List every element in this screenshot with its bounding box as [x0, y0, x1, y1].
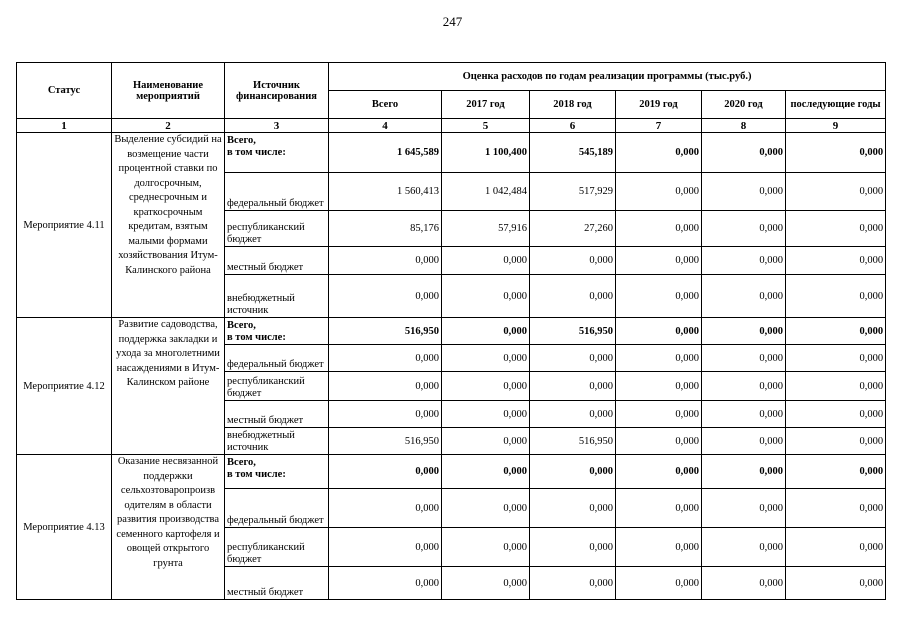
- amount-cell: 516,950: [530, 428, 616, 455]
- amount-cell: 0,000: [786, 345, 886, 372]
- amount-cell: 0,000: [616, 372, 702, 401]
- amount-cell: 516,950: [530, 318, 616, 345]
- column-number: 6: [530, 119, 616, 133]
- amount-cell: 0,000: [442, 275, 530, 318]
- amount-cell: 0,000: [786, 528, 886, 567]
- amount-cell: 0,000: [442, 401, 530, 428]
- amount-cell: 0,000: [616, 247, 702, 275]
- amount-cell: 0,000: [530, 455, 616, 489]
- amount-cell: 0,000: [786, 318, 886, 345]
- measure-name: Развитие садоводства, поддержка закладки и ухода за многолетними насаждениями в Итум-Калинском районе: [112, 318, 225, 455]
- amount-cell: 0,000: [616, 528, 702, 567]
- header-2019: 2019 год: [616, 91, 702, 119]
- measure-status: Мероприятие 4.13: [17, 455, 112, 600]
- amount-cell: 0,000: [702, 247, 786, 275]
- amount-cell: 0,000: [329, 345, 442, 372]
- total-row: [17, 133, 886, 173]
- header-name: Наименование мероприятий: [112, 63, 225, 119]
- amount-cell: 0,000: [530, 489, 616, 528]
- amount-cell: 0,000: [442, 528, 530, 567]
- header-estimate: Оценка расходов по годам реализации программы (тыс.руб.): [329, 63, 886, 91]
- amount-cell: 0,000: [329, 247, 442, 275]
- measure-name: Оказание несвязанной поддержки сельхозтоваропроизв одителям в области развития производства семенного картофеля и овощей открытого грунта: [112, 455, 225, 600]
- amount-cell: 0,000: [702, 455, 786, 489]
- column-number: 3: [225, 119, 329, 133]
- budget-table: [16, 62, 886, 600]
- amount-cell: 0,000: [530, 345, 616, 372]
- amount-cell: 0,000: [786, 567, 886, 600]
- amount-cell: 0,000: [786, 275, 886, 318]
- amount-cell: 0,000: [616, 489, 702, 528]
- funding-source: республиканский бюджет: [225, 211, 329, 247]
- amount-cell: 0,000: [616, 567, 702, 600]
- column-number: 1: [17, 119, 112, 133]
- amount-cell: 0,000: [702, 428, 786, 455]
- funding-source: Всего, в том числе:: [225, 133, 329, 173]
- amount-cell: 0,000: [329, 567, 442, 600]
- amount-cell: 0,000: [786, 247, 886, 275]
- amount-cell: 0,000: [329, 489, 442, 528]
- amount-cell: 545,189: [530, 133, 616, 173]
- amount-cell: 0,000: [616, 133, 702, 173]
- funding-source: федеральный бюджет: [225, 489, 329, 528]
- column-number-row: [17, 119, 886, 133]
- amount-cell: 0,000: [702, 528, 786, 567]
- funding-source: Всего, в том числе:: [225, 455, 329, 489]
- amount-cell: 0,000: [702, 173, 786, 211]
- funding-source: республиканский бюджет: [225, 528, 329, 567]
- amount-cell: 0,000: [442, 247, 530, 275]
- column-number: 8: [702, 119, 786, 133]
- amount-cell: 0,000: [786, 211, 886, 247]
- total-row: [17, 318, 886, 345]
- funding-source: федеральный бюджет: [225, 345, 329, 372]
- amount-cell: 0,000: [530, 247, 616, 275]
- amount-cell: 1 560,413: [329, 173, 442, 211]
- amount-cell: 27,260: [530, 211, 616, 247]
- amount-cell: 1 100,400: [442, 133, 530, 173]
- header-2017: 2017 год: [442, 91, 530, 119]
- amount-cell: 0,000: [616, 173, 702, 211]
- amount-cell: 0,000: [616, 211, 702, 247]
- amount-cell: 517,929: [530, 173, 616, 211]
- amount-cell: 0,000: [616, 275, 702, 318]
- funding-source: местный бюджет: [225, 247, 329, 275]
- amount-cell: 0,000: [786, 372, 886, 401]
- amount-cell: 0,000: [442, 318, 530, 345]
- measure-status: Мероприятие 4.12: [17, 318, 112, 455]
- amount-cell: 0,000: [442, 428, 530, 455]
- amount-cell: 0,000: [702, 401, 786, 428]
- amount-cell: 0,000: [702, 318, 786, 345]
- amount-cell: 516,950: [329, 428, 442, 455]
- measure-name: Выделение субсидий на возмещение части процентной ставки по долгосрочным, среднесрочным и краткосрочным кредитам, взятым малыми формами хозяйствования Итум-Калинского района: [112, 133, 225, 318]
- amount-cell: 0,000: [702, 489, 786, 528]
- header-later: последующие годы: [786, 91, 886, 119]
- amount-cell: 0,000: [530, 567, 616, 600]
- amount-cell: 0,000: [329, 275, 442, 318]
- amount-cell: 0,000: [702, 372, 786, 401]
- amount-cell: 0,000: [702, 567, 786, 600]
- header-total: Всего: [329, 91, 442, 119]
- column-number: 4: [329, 119, 442, 133]
- amount-cell: 0,000: [702, 345, 786, 372]
- amount-cell: 0,000: [530, 401, 616, 428]
- amount-cell: 0,000: [786, 455, 886, 489]
- amount-cell: 0,000: [702, 133, 786, 173]
- amount-cell: 0,000: [442, 489, 530, 528]
- column-number: 7: [616, 119, 702, 133]
- funding-source: местный бюджет: [225, 401, 329, 428]
- amount-cell: 0,000: [616, 455, 702, 489]
- amount-cell: 85,176: [329, 211, 442, 247]
- total-row: [17, 455, 886, 489]
- amount-cell: 0,000: [329, 372, 442, 401]
- amount-cell: 0,000: [442, 345, 530, 372]
- funding-source: внебюджетный источник: [225, 275, 329, 318]
- amount-cell: 0,000: [329, 528, 442, 567]
- amount-cell: 0,000: [786, 133, 886, 173]
- column-number: 9: [786, 119, 886, 133]
- header-source: Источник финансирования: [225, 63, 329, 119]
- funding-source: федеральный бюджет: [225, 173, 329, 211]
- measure-status: Мероприятие 4.11: [17, 133, 112, 318]
- amount-cell: 0,000: [616, 401, 702, 428]
- amount-cell: 0,000: [442, 372, 530, 401]
- amount-cell: 0,000: [786, 401, 886, 428]
- amount-cell: 516,950: [329, 318, 442, 345]
- amount-cell: 1 042,484: [442, 173, 530, 211]
- amount-cell: 0,000: [530, 528, 616, 567]
- amount-cell: 0,000: [442, 455, 530, 489]
- amount-cell: 1 645,589: [329, 133, 442, 173]
- funding-source: Всего, в том числе:: [225, 318, 329, 345]
- funding-source: местный бюджет: [225, 567, 329, 600]
- column-number: 5: [442, 119, 530, 133]
- amount-cell: 0,000: [329, 401, 442, 428]
- header-2020: 2020 год: [702, 91, 786, 119]
- amount-cell: 0,000: [530, 372, 616, 401]
- header-status: Статус: [17, 63, 112, 119]
- amount-cell: 0,000: [616, 345, 702, 372]
- amount-cell: 0,000: [702, 275, 786, 318]
- amount-cell: 0,000: [616, 318, 702, 345]
- amount-cell: 0,000: [786, 489, 886, 528]
- column-number: 2: [112, 119, 225, 133]
- amount-cell: 0,000: [786, 173, 886, 211]
- amount-cell: 0,000: [442, 567, 530, 600]
- funding-source: республиканский бюджет: [225, 372, 329, 401]
- header-2018: 2018 год: [530, 91, 616, 119]
- amount-cell: 0,000: [616, 428, 702, 455]
- amount-cell: 57,916: [442, 211, 530, 247]
- funding-source: внебюджетный источник: [225, 428, 329, 455]
- amount-cell: 0,000: [702, 211, 786, 247]
- amount-cell: 0,000: [329, 455, 442, 489]
- amount-cell: 0,000: [530, 275, 616, 318]
- page-number: 247: [442, 14, 463, 29]
- amount-cell: 0,000: [786, 428, 886, 455]
